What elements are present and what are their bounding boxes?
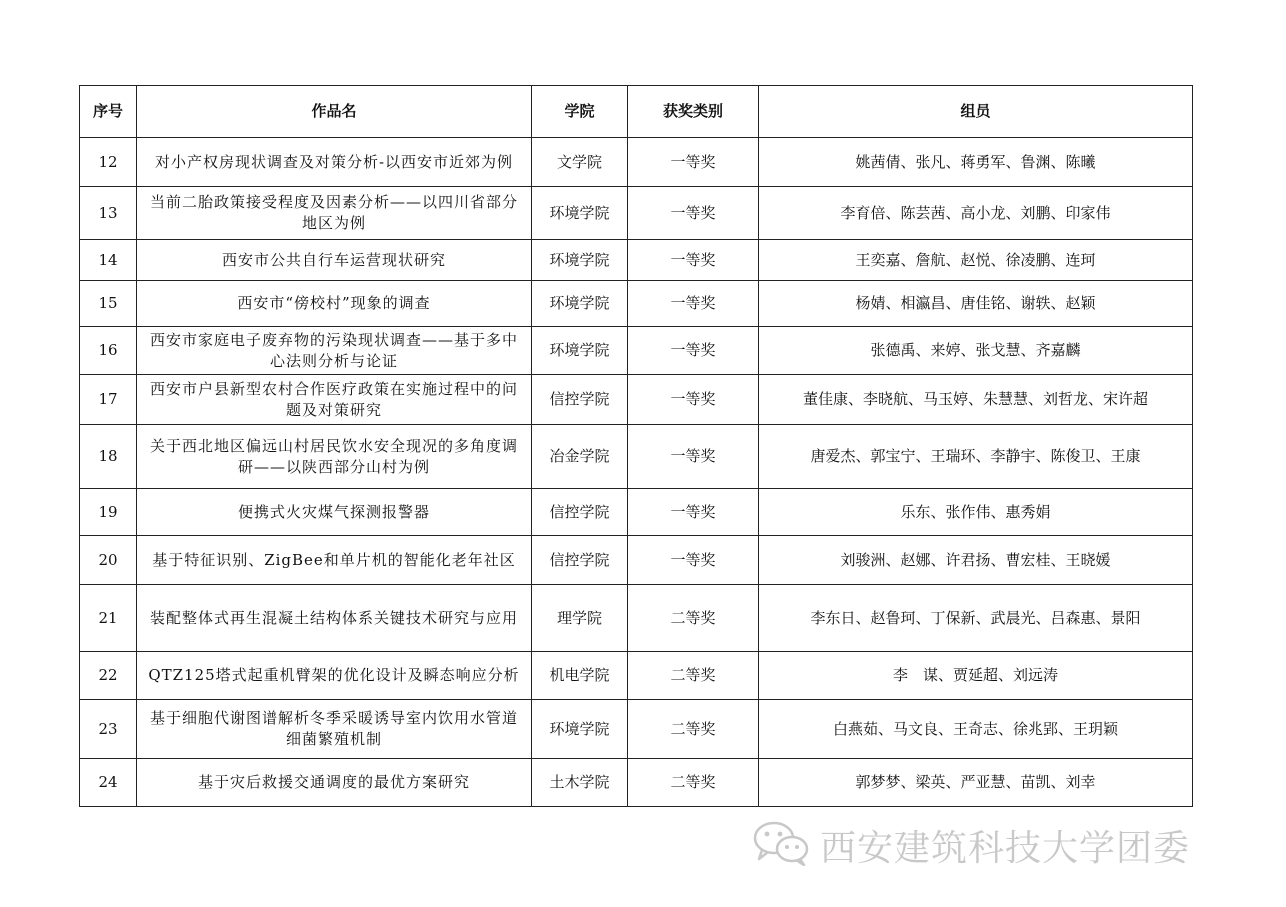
row-title: 当前二胎政策接受程度及因素分析——以四川省部分地区为例 [137, 187, 532, 240]
row-no: 16 [80, 327, 137, 375]
row-no: 18 [80, 425, 137, 489]
row-members: 李育倍、陈芸茜、高小龙、刘鹏、印家伟 [759, 187, 1193, 240]
row-members: 王奕嘉、詹航、赵悦、徐凌鹏、连珂 [759, 240, 1193, 281]
row-title: QTZ125塔式起重机臂架的优化设计及瞬态响应分析 [137, 652, 532, 700]
row-award: 一等奖 [628, 281, 759, 327]
row-award: 一等奖 [628, 536, 759, 585]
row-no: 24 [80, 759, 137, 807]
table-header-row [80, 86, 1193, 138]
row-title: 西安市户县新型农村合作医疗政策在实施过程中的问题及对策研究 [137, 375, 532, 425]
table-row [80, 489, 1193, 536]
row-award: 一等奖 [628, 489, 759, 536]
row-members: 姚茜倩、张凡、蒋勇军、鲁渊、陈曦 [759, 138, 1193, 187]
row-college: 冶金学院 [532, 425, 628, 489]
table-row [80, 138, 1193, 187]
table-row [80, 536, 1193, 585]
row-title: 西安市“傍校村”现象的调查 [137, 281, 532, 327]
row-title: 对小产权房现状调查及对策分析-以西安市近郊为例 [137, 138, 532, 187]
row-award: 一等奖 [628, 138, 759, 187]
awards-table [79, 85, 1193, 807]
row-college: 环境学院 [532, 327, 628, 375]
row-award: 一等奖 [628, 327, 759, 375]
row-college: 文学院 [532, 138, 628, 187]
row-college: 机电学院 [532, 652, 628, 700]
row-no: 12 [80, 138, 137, 187]
row-members: 白燕茹、马文良、王奇志、徐兆郢、王玥颖 [759, 700, 1193, 759]
table-row [80, 327, 1193, 375]
row-award: 一等奖 [628, 240, 759, 281]
table-row [80, 652, 1193, 700]
row-award: 二等奖 [628, 585, 759, 652]
row-no: 21 [80, 585, 137, 652]
row-college: 环境学院 [532, 281, 628, 327]
row-members: 张德禹、来婷、张戈慧、齐嘉麟 [759, 327, 1193, 375]
row-members: 唐爱杰、郭宝宁、王瑞环、李静宇、陈俊卫、王康 [759, 425, 1193, 489]
header-members: 组员 [759, 86, 1193, 138]
row-no: 14 [80, 240, 137, 281]
row-no: 17 [80, 375, 137, 425]
table-row [80, 281, 1193, 327]
watermark-text: 西安建筑科技大学团委 [820, 827, 1191, 869]
row-no: 20 [80, 536, 137, 585]
row-members: 乐东、张作伟、惠秀娟 [759, 489, 1193, 536]
row-college: 环境学院 [532, 240, 628, 281]
row-title: 基于灾后救援交通调度的最优方案研究 [137, 759, 532, 807]
wechat-icon [752, 820, 812, 870]
row-no: 19 [80, 489, 137, 536]
header-college: 学院 [532, 86, 628, 138]
row-college: 信控学院 [532, 489, 628, 536]
table-row [80, 240, 1193, 281]
table-row [80, 187, 1193, 240]
header-title: 作品名 [137, 86, 532, 138]
table-row [80, 375, 1193, 425]
row-no: 13 [80, 187, 137, 240]
row-title: 西安市公共自行车运营现状研究 [137, 240, 532, 281]
row-award: 二等奖 [628, 759, 759, 807]
row-award: 一等奖 [628, 375, 759, 425]
table-row [80, 585, 1193, 652]
row-college: 环境学院 [532, 187, 628, 240]
row-college: 土木学院 [532, 759, 628, 807]
row-award: 一等奖 [628, 425, 759, 489]
table-row [80, 425, 1193, 489]
row-college: 信控学院 [532, 375, 628, 425]
row-title: 关于西北地区偏远山村居民饮水安全现况的多角度调研——以陕西部分山村为例 [137, 425, 532, 489]
table-row [80, 759, 1193, 807]
row-title: 便携式火灾煤气探测报警器 [137, 489, 532, 536]
row-no: 22 [80, 652, 137, 700]
row-college: 环境学院 [532, 700, 628, 759]
header-award: 获奖类别 [628, 86, 759, 138]
row-no: 15 [80, 281, 137, 327]
row-college: 理学院 [532, 585, 628, 652]
row-award: 二等奖 [628, 700, 759, 759]
row-title: 基于特征识别、ZigBee和单片机的智能化老年社区 [137, 536, 532, 585]
row-members: 李东日、赵鲁珂、丁保新、武晨光、吕森惠、景阳 [759, 585, 1193, 652]
row-members: 郭梦梦、梁英、严亚慧、苗凯、刘幸 [759, 759, 1193, 807]
row-title: 西安市家庭电子废弃物的污染现状调查——基于多中心法则分析与论证 [137, 327, 532, 375]
watermark [752, 820, 1190, 870]
table-row [80, 700, 1193, 759]
row-title: 基于细胞代谢图谱解析冬季采暖诱导室内饮用水管道细菌繁殖机制 [137, 700, 532, 759]
row-members: 李 谋、贾延超、刘远涛 [759, 652, 1193, 700]
row-award: 二等奖 [628, 652, 759, 700]
row-title: 装配整体式再生混凝土结构体系关键技术研究与应用 [137, 585, 532, 652]
header-no: 序号 [80, 86, 137, 138]
row-award: 一等奖 [628, 187, 759, 240]
row-no: 23 [80, 700, 137, 759]
row-members: 董佳康、李晓航、马玉婷、朱慧慧、刘哲龙、宋许超 [759, 375, 1193, 425]
row-members: 杨婧、相瀛昌、唐佳铭、谢轶、赵颖 [759, 281, 1193, 327]
row-members: 刘骏洲、赵娜、许君扬、曹宏桂、王晓媛 [759, 536, 1193, 585]
row-college: 信控学院 [532, 536, 628, 585]
